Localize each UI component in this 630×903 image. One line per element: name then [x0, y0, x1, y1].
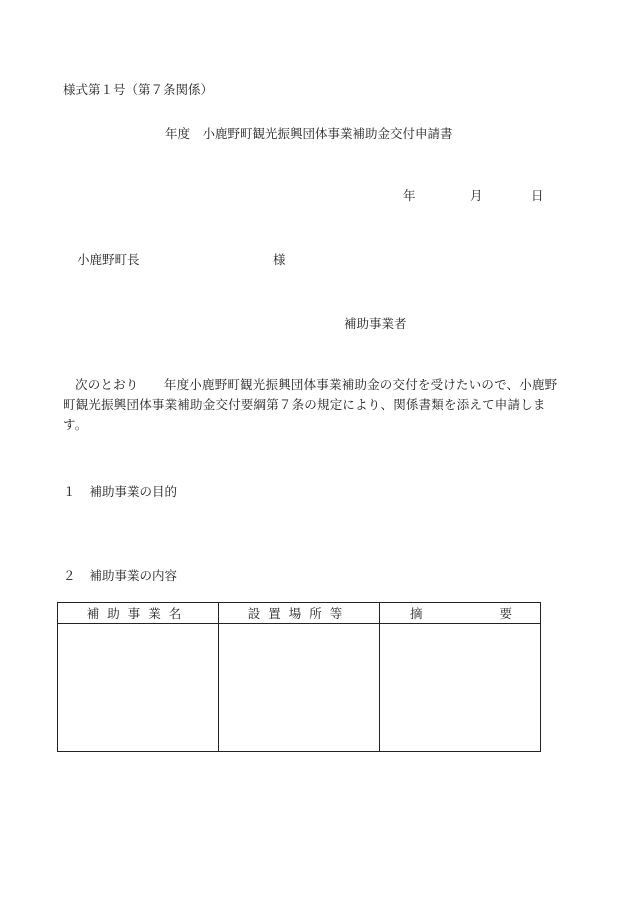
honorific: 様 [273, 252, 286, 267]
cell-remarks[interactable] [380, 624, 541, 752]
document-title: 年度 小鹿野町観光振興団体事業補助金交付申請書 [165, 126, 453, 141]
header-project-name: 補助事業名 [58, 603, 219, 624]
applicant-label: 補助事業者 [344, 316, 407, 331]
header-remarks-part-1: 摘 [410, 606, 423, 621]
section-label: 補助事業の目的 [89, 484, 178, 499]
date-month-label: 月 [470, 188, 483, 203]
section-number: ２ [63, 568, 76, 583]
header-remarks-part-2: 要 [499, 606, 512, 621]
header-installation-location: 設置場所等 [219, 603, 380, 624]
section-purpose-heading [63, 482, 177, 500]
form-number: 様式第１号（第７条関係） [63, 82, 214, 97]
project-content-table [57, 602, 541, 752]
section-content-heading [63, 566, 177, 584]
header-remarks [380, 603, 541, 624]
date-year-label: 年 [403, 188, 416, 203]
cell-installation-location[interactable] [219, 624, 380, 752]
application-body-text [63, 375, 563, 435]
body-text-content: 次のとおり 年度小鹿野町観光振興団体事業補助金の交付を受けたいので、小鹿野町観光振興団体事業補助金交付要綱第７条の規定により、関係書類を添えて申請します。 [63, 377, 558, 432]
section-label: 補助事業の内容 [89, 568, 178, 583]
table-header-row [58, 603, 541, 624]
table-row [58, 624, 541, 752]
section-number: １ [63, 484, 76, 499]
addressee: 小鹿野町長 [77, 252, 140, 267]
cell-project-name[interactable] [58, 624, 219, 752]
date-day-label: 日 [531, 188, 544, 203]
